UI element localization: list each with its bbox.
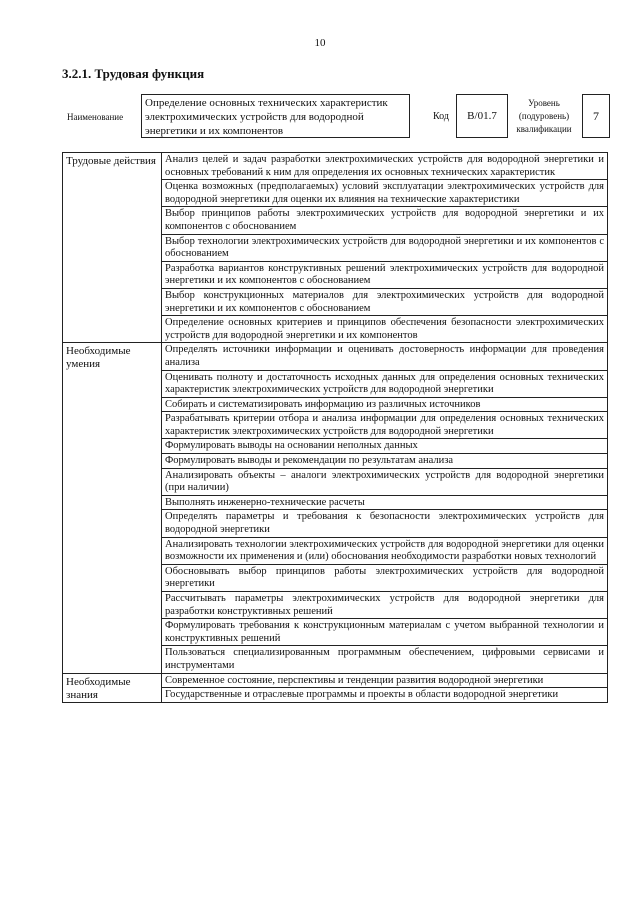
list-item: Выбор принципов работы электрохимических устройств для водородной энергетики и их компонентов с обоснованием — [162, 207, 608, 234]
function-details-table — [62, 152, 608, 703]
list-item: Формулировать выводы и рекомендации по результатам анализа — [162, 454, 608, 469]
list-item: Определять источники информации и оценивать достоверность информации для проведения анализа — [162, 343, 608, 370]
list-item: Государственные и отраслевые программы и проекты в области водородной энергетики — [162, 688, 608, 703]
qualification-level: 7 — [582, 94, 610, 138]
list-item: Оценка возможных (предполагаемых) условий эксплуатации электрохимических устройств для водородной энергетики для оценки их влияния на технические характеристики — [162, 180, 608, 207]
list-item: Определение основных критериев и принципов обеспечения безопасности электрохимических устройств для водородной энергетики и их компонентов — [162, 316, 608, 343]
table-row — [63, 673, 608, 688]
list-item: Оценивать полноту и достаточность исходных данных для определения основных технических характеристик электрохимических устройств для водородной энергетики — [162, 370, 608, 397]
list-item: Пользоваться специализированным программным обеспечением, цифровыми сервисами и инструментами — [162, 646, 608, 673]
table-row — [63, 343, 608, 370]
function-code: B/01.7 — [456, 94, 508, 138]
section-label: Трудовые действия — [63, 153, 162, 343]
list-item: Разрабатывать критерии отбора и анализа информации для определения основных технических характеристик электрохимических устройств для водородной энергетики — [162, 412, 608, 439]
function-name: Определение основных технических характеристик электрохимических устройств для водородной энергетики и их компонентов — [141, 94, 410, 138]
section-label: Необходимые умения — [63, 343, 162, 673]
list-item: Разработка вариантов конструктивных решений электрохимических устройств для водородной энергетики и их компонентов с обоснованием — [162, 261, 608, 288]
list-item: Обосновывать выбор принципов работы электрохимических устройств для водородной энергетики — [162, 564, 608, 591]
function-header — [62, 93, 610, 141]
list-item: Анализировать технологии электрохимических устройств для водородной энергетики для оценки возможности их применения и (или) обоснования необходимости разработки новых технологий — [162, 537, 608, 564]
page-number: 10 — [314, 37, 326, 49]
section-title: 3.2.1. Трудовая функция — [62, 66, 205, 81]
list-item: Выбор конструкционных материалов для электрохимических устройств для водородной энергетики и их компонентов с обоснованием — [162, 288, 608, 315]
table-row — [63, 153, 608, 180]
list-item: Собирать и систематизировать информацию из различных источников — [162, 397, 608, 412]
list-item: Выполнять инженерно-технические расчеты — [162, 495, 608, 510]
list-item: Определять параметры и требования к безопасности электрохимических устройств для водородной энергетики — [162, 510, 608, 537]
name-label: Наименование — [67, 112, 124, 122]
list-item: Анализировать объекты – аналоги электрохимических устройств для водородной энергетики (при наличии) — [162, 468, 608, 495]
code-label: Код — [433, 111, 449, 122]
list-item: Анализ целей и задач разработки электрохимических устройств для водородной энергетики и основных требований к ним для определения их основных технических характеристик — [162, 153, 608, 180]
list-item: Современное состояние, перспективы и тенденции развития водородной энергетики — [162, 673, 608, 688]
list-item: Рассчитывать параметры электрохимических устройств для водородной энергетики для разработки конструктивных решений — [162, 592, 608, 619]
level-label: Уровень (подуровень) квалификации — [516, 98, 572, 134]
list-item: Выбор технологии электрохимических устройств для водородной энергетики и их компонентов с обоснованием — [162, 234, 608, 261]
list-item: Формулировать требования к конструкционным материалам с учетом выбранной технологии и конструктивных решений — [162, 619, 608, 646]
section-label: Необходимые знания — [63, 673, 162, 702]
list-item: Формулировать выводы на основании неполных данных — [162, 439, 608, 454]
